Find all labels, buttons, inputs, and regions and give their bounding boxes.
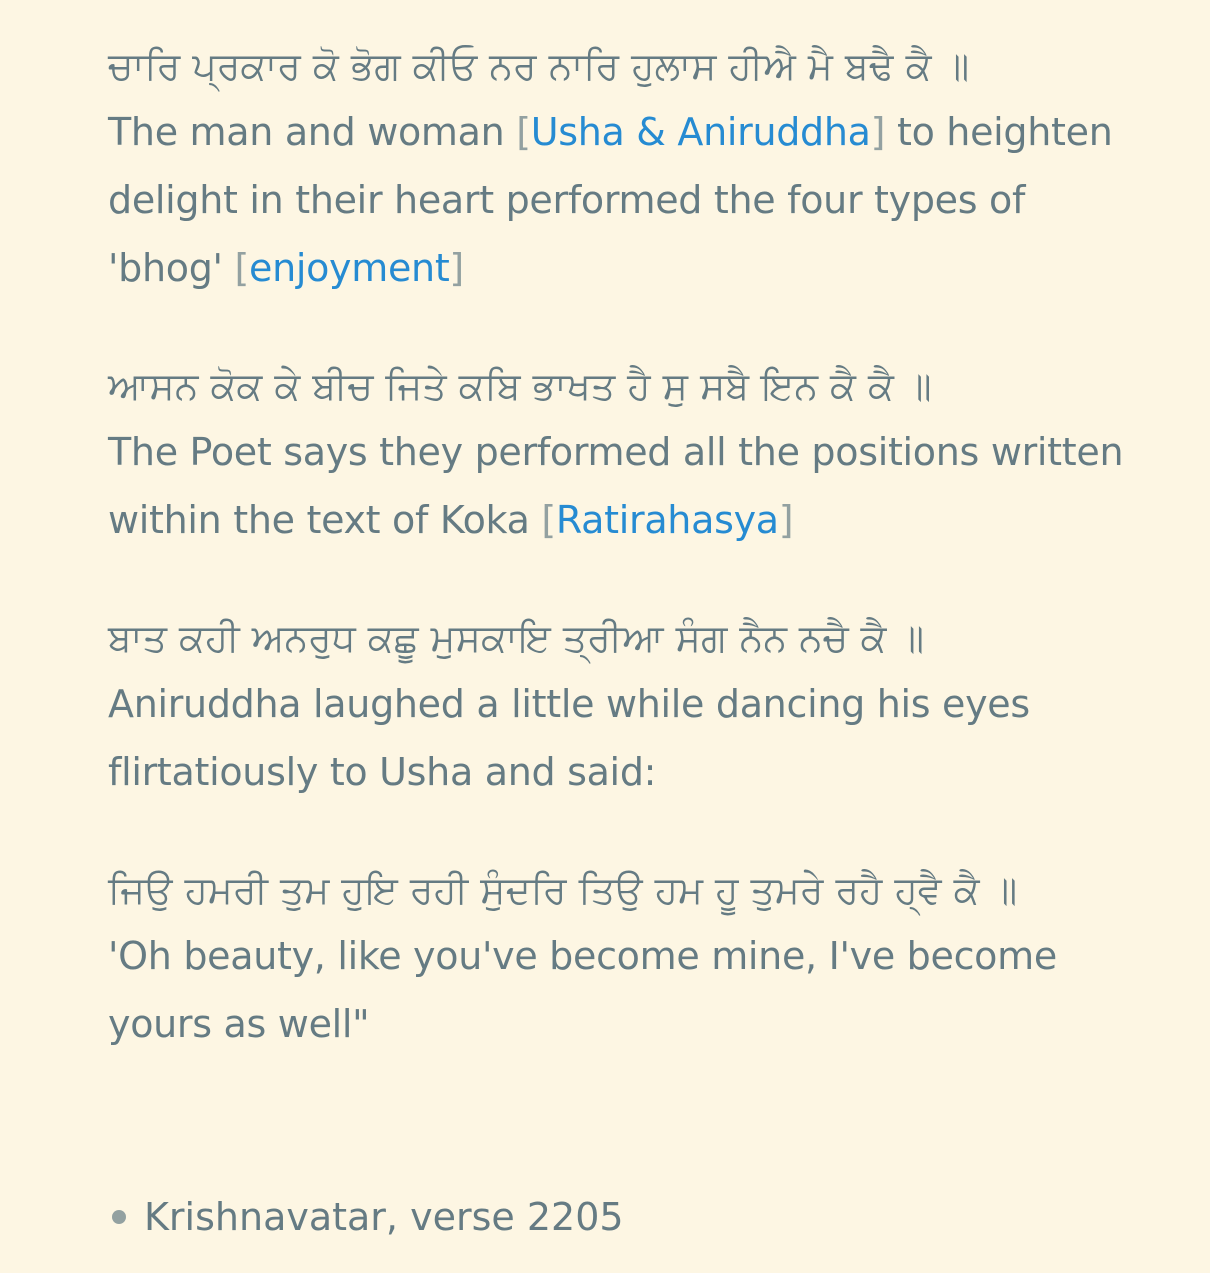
bracket-close: ] (870, 110, 886, 154)
source-text: Krishnavatar, verse 2205 (144, 1195, 624, 1239)
gurmukhi-line: ਜਿਉ ਹਮਰੀ ਤੁਮ ਹੁਇ ਰਹੀ ਸੁੰਦਰਿ ਤਿਉ ਹਮ ਹੂ ਤੁਮਰੇ ਰਹੈ ਹ੍ਵੈ ਕੈ ॥ (108, 868, 1018, 912)
translation-text: 'Oh beauty, like you've become mine, I've become yours as well" (108, 934, 1057, 1046)
translation-text (108, 418, 1128, 554)
verse-1 (108, 34, 1128, 302)
bracket-close: ] (778, 498, 794, 542)
translation-text: Aniruddha laughed a little while dancing his eyes flirtatiously to Usha and said: (108, 682, 1030, 794)
translation-text (108, 98, 1128, 302)
verse-3 (108, 606, 1128, 806)
verse-2 (108, 354, 1128, 554)
gurmukhi-line: ਚਾਰਿ ਪ੍ਰਕਾਰ ਕੋ ਭੋਗ ਕੀਓ ਨਰ ਨਾਰਿ ਹੁਲਾਸ ਹੀਐ ਮੈ ਬਢੈ ਕੈ ॥ (108, 44, 970, 88)
bullet-icon (112, 1210, 126, 1224)
link-ratirahasya[interactable]: Ratirahasya (555, 498, 779, 542)
gurmukhi-line: ਬਾਤ ਕਹੀ ਅਨਰੁਧ ਕਛੂ ਮੁਸਕਾਇ ਤ੍ਰੀਆ ਸੰਗ ਨੈਨ ਨਚੈ ਕੈ ॥ (108, 616, 925, 660)
verse-4 (108, 858, 1128, 1058)
bracket-open: [ (541, 498, 556, 542)
bracket-open: [ (234, 246, 249, 290)
translation-part: The Poet says they performed all the positions written within the text of Koka (108, 430, 1124, 542)
gurmukhi-line: ਆਸਨ ਕੋਕ ਕੇ ਬੀਚ ਜਿਤੇ ਕਬਿ ਭਾਖਤ ਹੈ ਸੁ ਸਬੈ ਇਨ ਕੈ ਕੈ ॥ (108, 364, 932, 408)
translation-part: The man and woman (108, 110, 517, 154)
bracket-close: ] (449, 246, 464, 290)
link-usha-aniruddha[interactable]: Usha & Aniruddha (530, 110, 871, 154)
translation-part: to heighten delight in their heart performed the four types of 'bhog' (108, 110, 1113, 290)
source-citation (112, 1187, 624, 1247)
link-enjoyment[interactable]: enjoyment (248, 246, 450, 290)
verse-list (108, 34, 1128, 1110)
bracket-open: [ (516, 110, 531, 154)
